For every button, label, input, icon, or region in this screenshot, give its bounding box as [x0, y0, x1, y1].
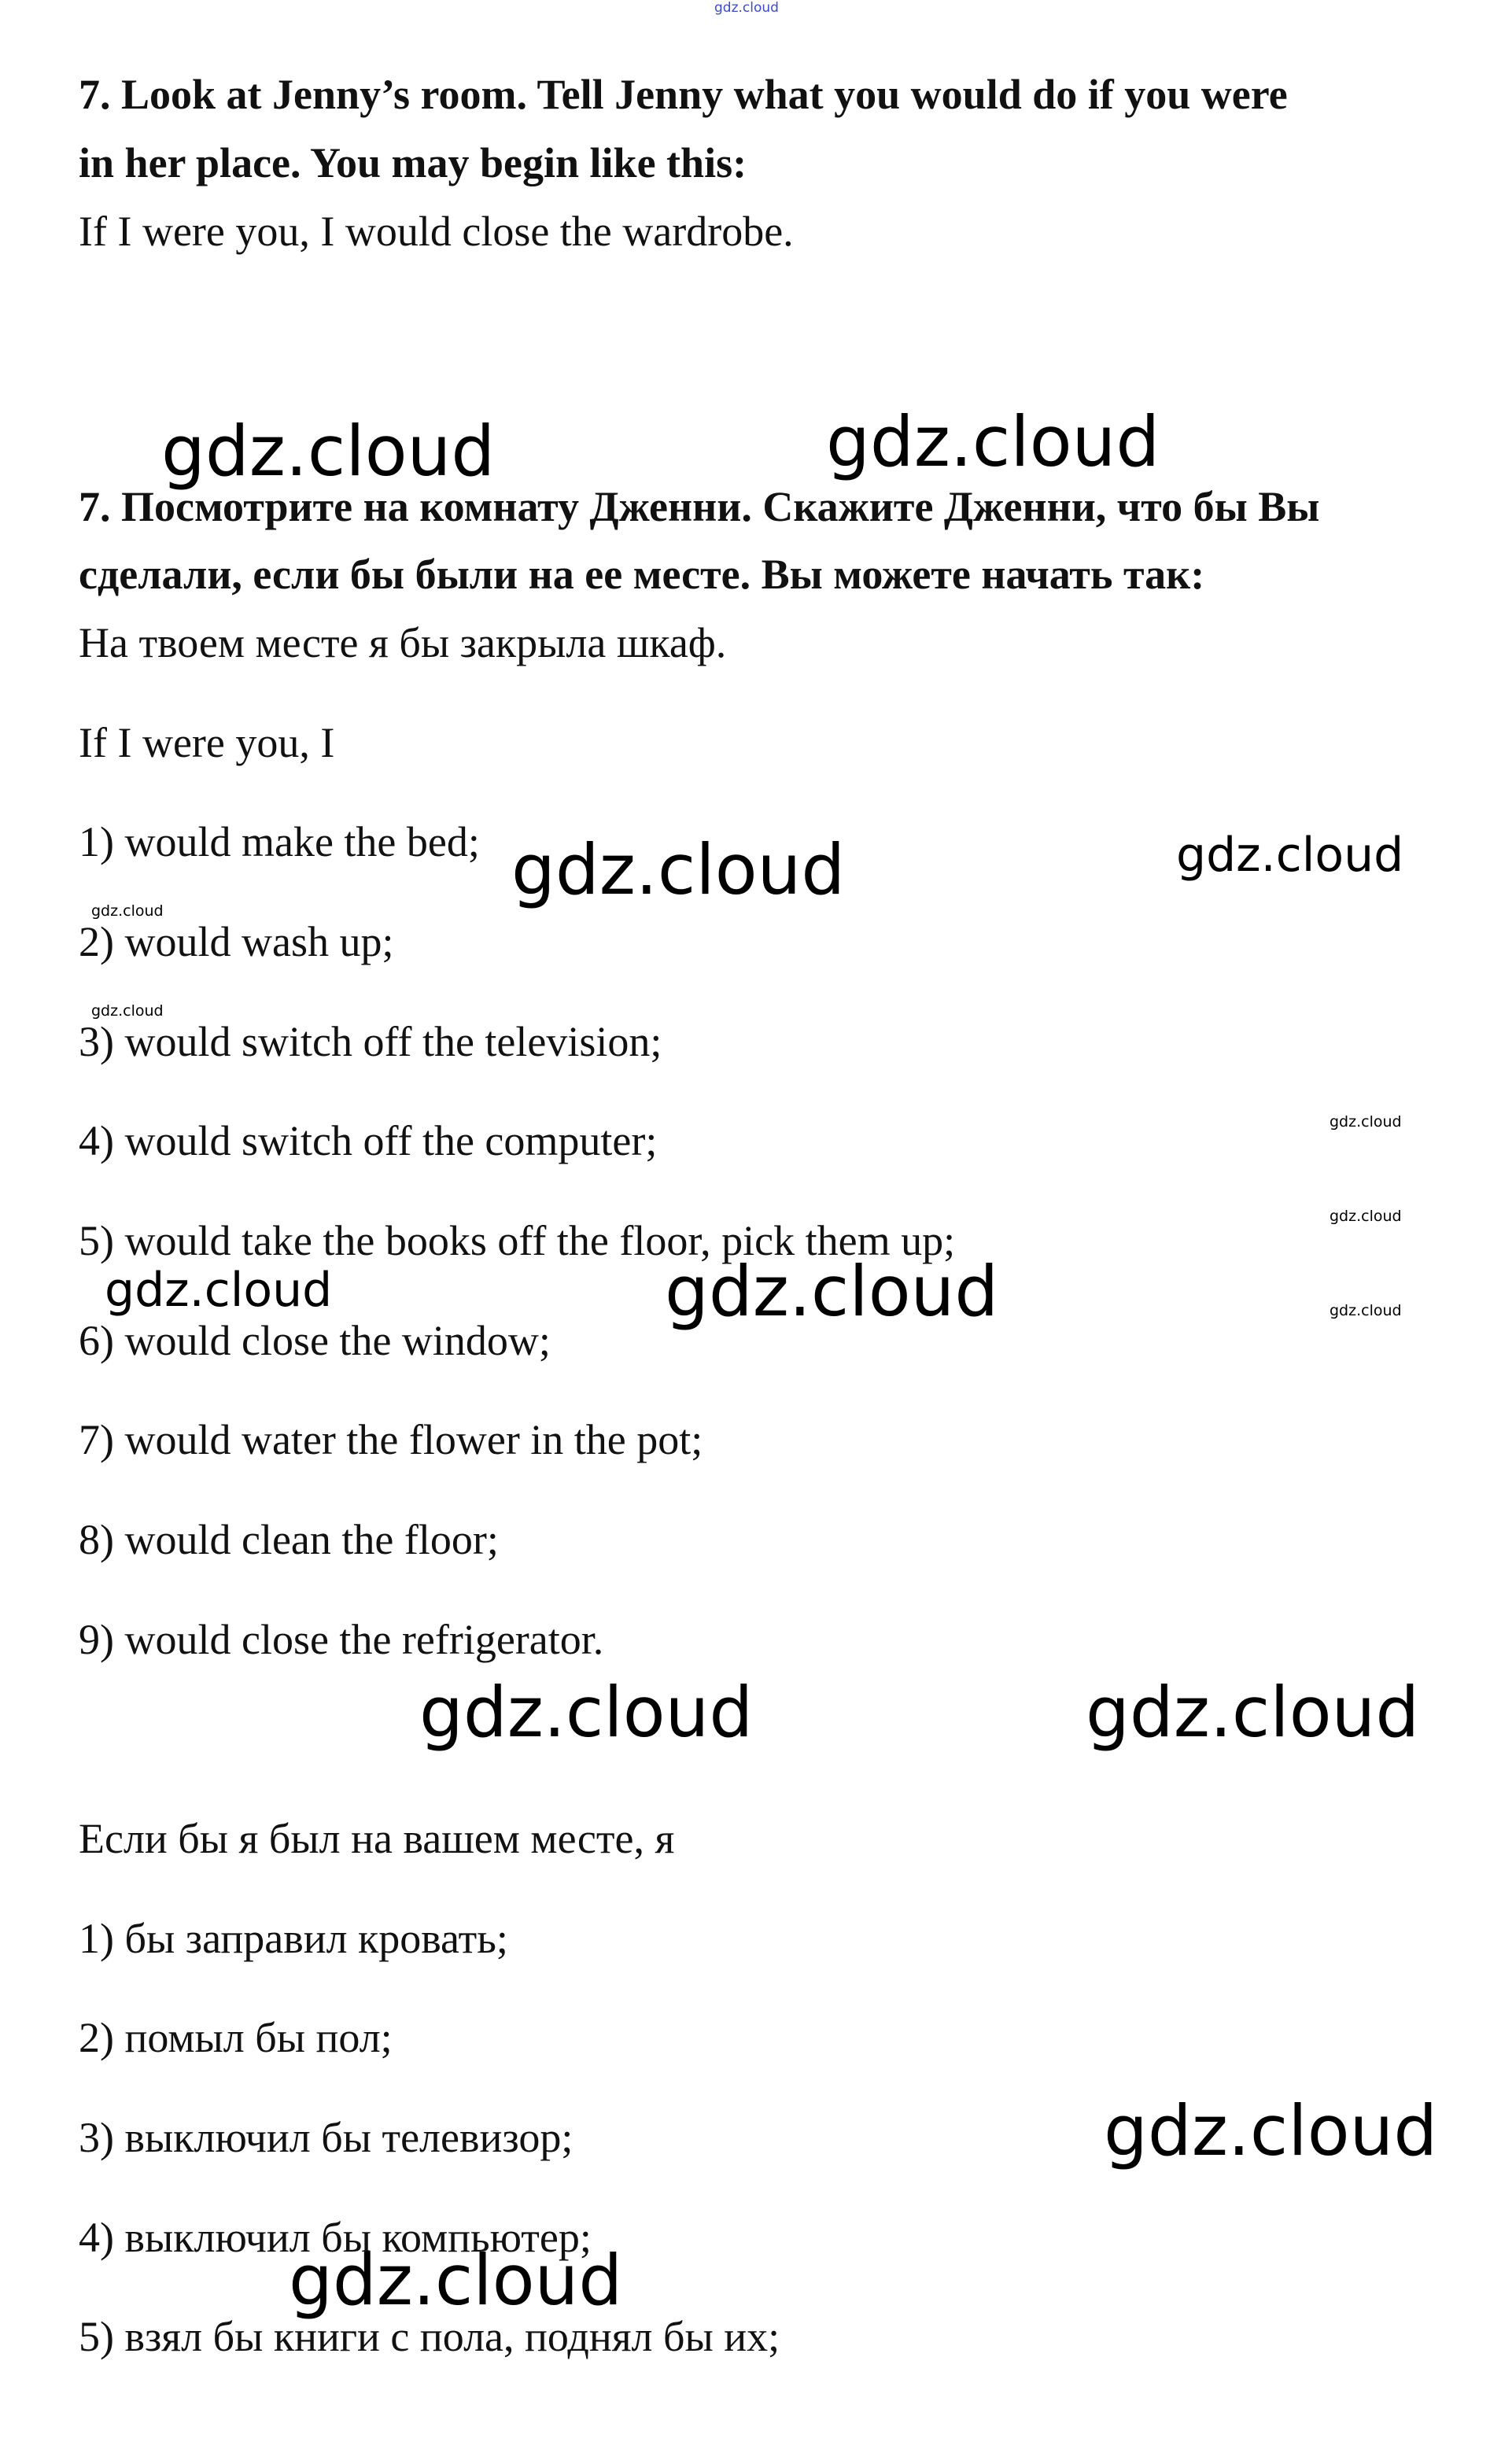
answer-item-ru: 4) выключил бы компьютер;: [79, 2214, 592, 2261]
answer-intro-en: If I were you, I: [79, 719, 335, 766]
watermark: gdz.cloud: [1086, 1672, 1420, 1753]
watermark: gdz.cloud: [665, 1251, 999, 1332]
answer-item-en: 7) would water the flower in the pot;: [79, 1416, 703, 1463]
watermark: gdz.cloud: [91, 1002, 164, 1020]
watermark: gdz.cloud: [91, 902, 164, 920]
watermark: gdz.cloud: [826, 401, 1160, 482]
task-heading-en-line2: in her place. You may begin like this:: [79, 139, 747, 186]
answer-item-en: 6) would close the window;: [79, 1317, 551, 1364]
answer-item-en: 8) would clean the floor;: [79, 1516, 499, 1563]
task-example-ru: На твоем месте я бы закрыла шкаф.: [79, 619, 727, 666]
answer-item-ru: 2) помыл бы пол;: [79, 2014, 393, 2061]
answer-item-en: 5) would take the books off the floor, pick them up;: [79, 1217, 956, 1264]
answer-item-en: 2) would wash up;: [79, 918, 394, 965]
task-example-en: If I were you, I would close the wardrobe.: [79, 208, 794, 255]
answer-item-en: 3) would switch off the television;: [79, 1018, 662, 1065]
watermark: gdz.cloud: [1176, 828, 1404, 883]
watermark: gdz.cloud: [1330, 1302, 1402, 1319]
answer-item-en: 9) would close the refrigerator.: [79, 1616, 604, 1663]
watermark: gdz.cloud: [1330, 1113, 1402, 1131]
answer-item-ru: 1) бы заправил кровать;: [79, 1915, 508, 1962]
watermark: gdz.cloud: [289, 2240, 623, 2321]
watermark: gdz.cloud: [714, 0, 779, 16]
watermark: gdz.cloud: [161, 411, 496, 492]
answer-item-en: 1) would make the bed;: [79, 818, 480, 865]
watermark: gdz.cloud: [1330, 1208, 1402, 1225]
answer-item-ru: 5) взял бы книги с пола, поднял бы их;: [79, 2313, 780, 2360]
task-heading-en-line1: 7. Look at Jenny’s room. Tell Jenny what you would do if you were: [79, 71, 1288, 118]
task-heading-ru-line2: сделали, если бы были на ее месте. Вы можете начать так:: [79, 551, 1205, 598]
answer-intro-ru: Если бы я был на вашем месте, я: [79, 1815, 675, 1862]
task-heading-ru-line1: 7. Посмотрите на комнату Дженни. Скажите Дженни, что бы Вы: [79, 483, 1320, 530]
answer-item-en: 4) would switch off the computer;: [79, 1117, 658, 1164]
watermark: gdz.cloud: [419, 1672, 754, 1753]
answer-item-ru: 3) выключил бы телевизор;: [79, 2114, 574, 2161]
watermark: gdz.cloud: [511, 829, 846, 910]
watermark: gdz.cloud: [1104, 2090, 1438, 2171]
watermark: gdz.cloud: [105, 1263, 333, 1318]
